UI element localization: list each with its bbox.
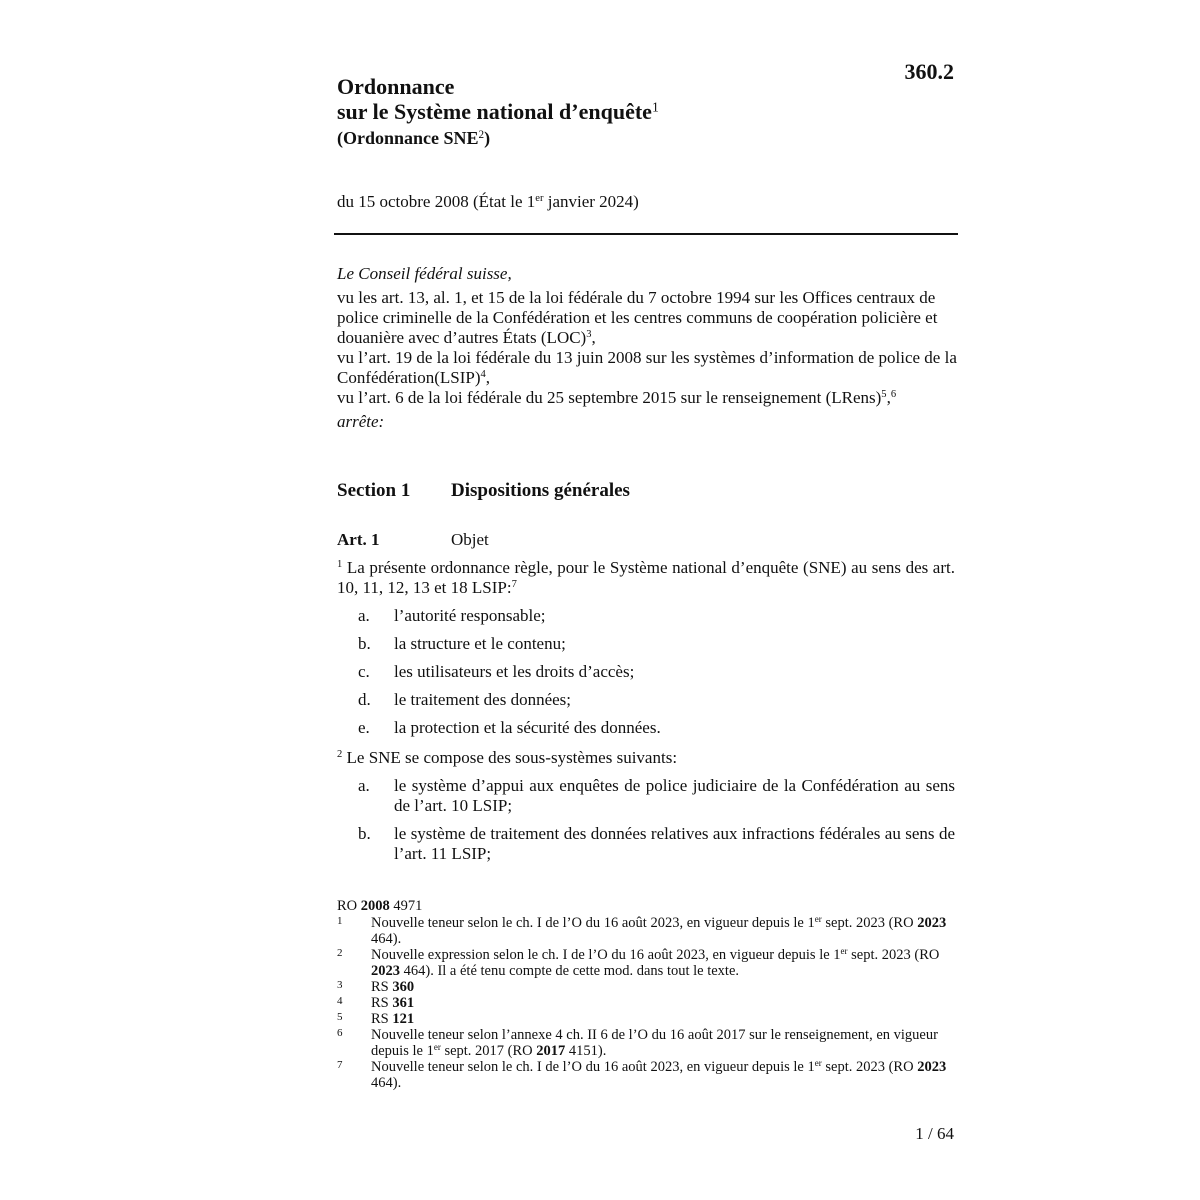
short-name-close: ) <box>484 128 491 148</box>
article-number: Art. 1 <box>337 530 380 549</box>
section-title: Dispositions générales <box>451 480 630 501</box>
footnote-text: Nouvelle teneur selon l’annexe 4 ch. II 6 de l’O du 16 août 2017 sur le renseignement, en vigueur depuis le 1 <box>371 1027 938 1059</box>
title-short-name <box>337 126 897 150</box>
footnote-ref-6[interactable]: 6 <box>890 389 897 401</box>
list-item-letter: b. <box>358 634 371 653</box>
footnote-ref-4[interactable]: 4 <box>480 369 486 381</box>
footnote <box>337 1059 957 1091</box>
footnote-ro-year: 2023 <box>917 1059 947 1075</box>
footnote-ordinal: er <box>840 946 848 957</box>
footnote-text: Nouvelle teneur selon le ch. I de l’O du 16 août 2023, en vigueur depuis le 1 <box>371 1059 815 1075</box>
title-divider <box>334 233 958 235</box>
list-item-text: les utilisateurs et les droits d’accès; <box>394 662 635 681</box>
footnote-text: sept. 2023 (RO <box>821 915 918 931</box>
preamble-authority: Le Conseil fédéral suisse, <box>337 264 512 283</box>
section-heading <box>337 480 630 502</box>
list-item-letter: a. <box>358 606 370 625</box>
footnote-ref-3[interactable]: 3 <box>586 329 592 341</box>
preamble <box>337 264 957 432</box>
footnote-number: 5 <box>337 1011 343 1023</box>
paragraph-1-text: La présente ordonnance règle, pour le Système national d’enquête (SNE) au sens des art. 10, 11, 12, 13 et 18 LSIP: <box>337 558 955 597</box>
footnote-text: RS <box>371 979 393 995</box>
basis-2-end: , <box>485 368 491 387</box>
paragraph-2 <box>337 748 955 768</box>
footnote-ordinal: er <box>814 914 822 925</box>
article-heading <box>337 530 489 550</box>
footnote <box>337 995 957 1011</box>
preamble-basis-2 <box>337 348 957 388</box>
footnote-text: RS <box>371 1011 393 1027</box>
footnote-ro-year: 2023 <box>917 915 947 931</box>
page-number: 1 / 64 <box>915 1124 954 1143</box>
list-item-letter: a. <box>358 776 370 795</box>
paragraph-number: 2 <box>337 749 343 761</box>
list-item-text: la structure et le contenu; <box>394 634 566 653</box>
title-line-2-text: sur le Système national d’enquête <box>337 99 652 124</box>
preamble-basis-3 <box>337 388 957 408</box>
footnote-text: 464). <box>371 1075 402 1091</box>
list-item-text: le système de traitement des données relatives aux infractions fédérales au sens de l’art. 11 LSIP; <box>394 824 955 863</box>
paragraph-1 <box>337 558 955 598</box>
footnote-rs-number: 121 <box>392 1011 415 1027</box>
basis-3-sep: , <box>886 388 891 407</box>
ro-year: 2008 <box>360 898 390 914</box>
footnote-text: Nouvelle expression selon le ch. I de l’O du 16 août 2023, en vigueur depuis le 1 <box>371 947 841 963</box>
list-item-letter: e. <box>358 718 370 737</box>
footnote-ordinal: er <box>433 1042 441 1053</box>
basis-1-end: , <box>591 328 596 347</box>
ro-page: 4971 <box>389 898 423 914</box>
footnote-text: sept. 2023 (RO <box>821 1059 918 1075</box>
footnote-number: 6 <box>337 1027 343 1039</box>
title-block <box>337 74 897 150</box>
list-item-text: le traitement des données; <box>394 690 572 709</box>
title-line-1: Ordonnance <box>337 74 455 99</box>
footnote-text: Nouvelle teneur selon le ch. I de l’O du 16 août 2023, en vigueur depuis le 1 <box>371 915 815 931</box>
footnote-rs-number: 361 <box>392 995 415 1011</box>
footnote-number: 1 <box>337 915 343 927</box>
footnote-text: 464). Il a été tenu compte de cette mod. dans tout le texte. <box>400 963 740 979</box>
footnote-ordinal: er <box>814 1058 822 1069</box>
footnote-ro-year: 2017 <box>536 1043 566 1059</box>
section-number: Section 1 <box>337 480 411 501</box>
date-suffix: janvier 2024) <box>543 192 639 211</box>
footnote-number: 7 <box>337 1059 343 1071</box>
footnote-ref-5[interactable]: 5 <box>881 389 887 401</box>
footnote-ref-1[interactable]: 1 <box>651 99 659 115</box>
footnote <box>337 915 957 947</box>
footnote-ro-year: 2023 <box>371 963 400 979</box>
short-name-text: (Ordonnance SNE <box>337 128 479 148</box>
footnote <box>337 1011 957 1027</box>
list-item-letter: b. <box>358 824 371 843</box>
footnote-text: sept. 2017 (RO <box>440 1043 537 1059</box>
basis-3-text: vu l’art. 6 de la loi fédérale du 25 septembre 2015 sur le renseignement (LRens) <box>337 388 882 407</box>
footnote-text: RS <box>371 995 393 1011</box>
list-item-letter: c. <box>358 662 370 681</box>
preamble-decree: arrête: <box>337 412 385 431</box>
basis-1-text: vu les art. 13, al. 1, et 15 de la loi fédérale du 7 octobre 1994 sur les Offices centraux de police criminelle de la Confédération et les centres communs de coopération policière et douanière avec d’autres États (LOC) <box>337 288 938 347</box>
footnote-number: 3 <box>337 979 343 991</box>
footnote <box>337 979 957 995</box>
document-date <box>337 192 639 212</box>
footnote-text: 4151). <box>565 1043 607 1059</box>
paragraph-2-text: Le SNE se compose des sous-systèmes suivants: <box>342 748 678 767</box>
list-item-letter: d. <box>358 690 371 709</box>
preamble-basis-1 <box>337 288 957 348</box>
footnote-number: 2 <box>337 947 343 959</box>
footnote-ref-2[interactable]: 2 <box>478 128 485 141</box>
basis-2-text: vu l’art. 19 de la loi fédérale du 13 juin 2008 sur les systèmes d’information de police de la Confédération(LSIP) <box>337 348 957 387</box>
paragraph-number: 1 <box>337 559 343 571</box>
date-ordinal: er <box>535 193 544 205</box>
article-title: Objet <box>451 530 489 549</box>
list-item-text: la protection et la sécurité des données. <box>394 718 661 737</box>
document-number: 360.2 <box>904 59 954 84</box>
title-line-2 <box>337 99 897 124</box>
official-compilation-ref <box>337 898 957 915</box>
list-item-text: le système d’appui aux enquêtes de police judiciaire de la Confédération au sens de l’art. 10 LSIP; <box>394 776 955 815</box>
list-item-text: l’autorité responsable; <box>394 606 546 625</box>
date-prefix: du 15 octobre 2008 (État le 1 <box>337 192 536 211</box>
footnote-text: 464). <box>371 931 402 947</box>
footnote-ref-7[interactable]: 7 <box>511 579 517 591</box>
footnote-text: sept. 2023 (RO <box>847 947 940 963</box>
footnotes <box>337 898 957 1091</box>
footnote-number: 4 <box>337 995 343 1007</box>
footnote-rs-number: 360 <box>392 979 415 995</box>
footnote <box>337 947 957 979</box>
ro-prefix: RO <box>337 898 361 914</box>
footnote <box>337 1027 957 1059</box>
